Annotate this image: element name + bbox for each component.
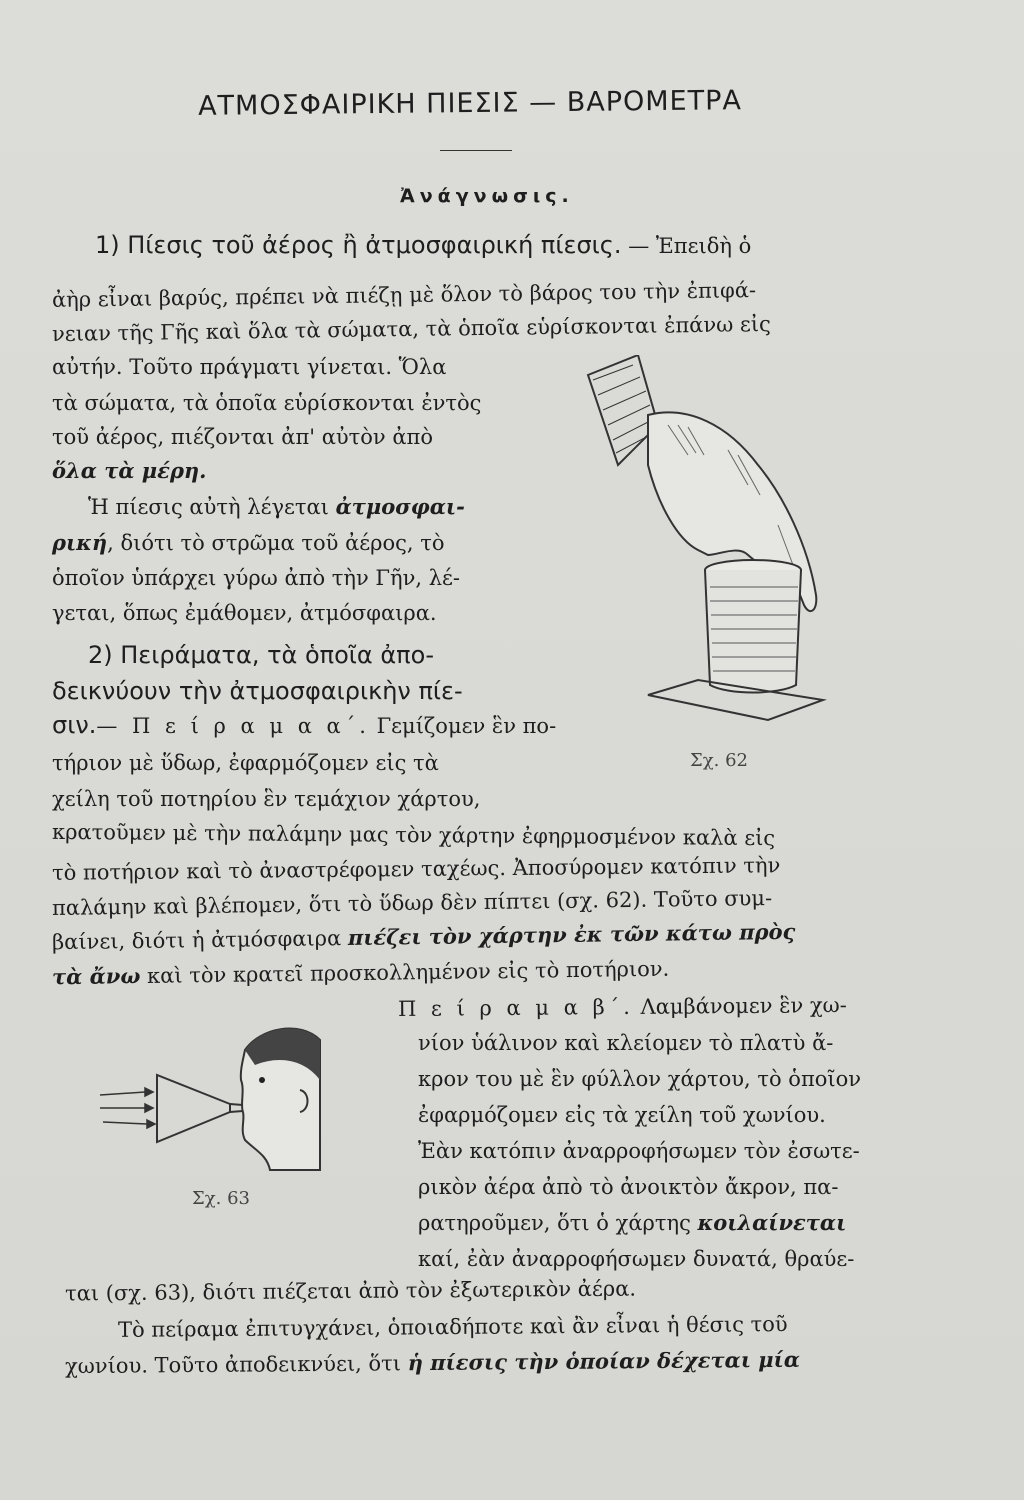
experiment2-line7-bold: κοιλαίνεται <box>697 1210 847 1235</box>
section2-line10-rest: καὶ τὸν κρατεῖ προσκολλημένον εἰς τὸ ποτήριον. <box>140 956 670 989</box>
section1-p2-line2 <box>52 526 445 560</box>
section1-line2: ἀὴρ εἶναι βαρύς, πρέπει νὰ πιέζῃ μὲ ὅλον τὸ βάρος του τὴν ἐπιφά- <box>51 278 757 312</box>
section2-line5: χείλη τοῦ ποτηρίου ἓν τεμάχιον χάρτου, <box>52 787 481 811</box>
section1-line1-rest: — Ἐπειδὴ ὁ <box>628 234 752 258</box>
experiment2-line6: ρικὸν ἀέρα ἀπὸ τὸ ἀνοικτὸν ἄκρον, πα- <box>418 1175 839 1199</box>
experiment2-line9: ται (σχ. 63), διότι πιέζεται ἀπὸ τὸν ἐξωτερικὸν ἀέρα. <box>64 1276 637 1306</box>
p2-line2-rest: , διότι τὸ στρῶμα τοῦ ἀέρος, τὸ <box>107 531 445 555</box>
experiment2-line2: νίον ὑάλινον καὶ κλείομεν τὸ πλατὺ ἄ- <box>418 1031 834 1055</box>
experiment2-line4: ἐφαρμόζομεν εἰς τὰ χείλη τοῦ χωνίου. <box>418 1103 826 1127</box>
experiment2-label: Π ε ί ρ α μ α β΄. <box>397 994 634 1021</box>
experiment2-line3: κρον του μὲ ἓν φύλλον χάρτου, τὸ ὁποῖον <box>418 1067 862 1091</box>
section2-line8: παλάμην καὶ βλέπομεν, ὅτι τὸ ὕδωρ δὲν πίπτει (σχ. 62). Τοῦτο συμ- <box>51 885 773 921</box>
section1-p2-line1 <box>88 490 465 524</box>
section2-heading-line2: δεικνύουν τὴν ἀτμοσφαιρικὴν πίε- <box>52 677 463 705</box>
experiment2-line11 <box>65 1343 800 1383</box>
figure-62-caption: Σχ. 62 <box>690 750 748 771</box>
experiment1-label: — Π ε ί ρ α μ α α΄. <box>96 714 370 738</box>
section2-line4: τήριον μὲ ὕδωρ, ἐφαρμόζομεν εἰς τὰ <box>52 751 439 775</box>
section1-line5: τὰ σώματα, τὰ ὁποῖα εὑρίσκονται ἐντὸς <box>52 391 482 415</box>
section1-line4: αὐτήν. Τοῦτο πράγματι γίνεται. Ὅλα <box>52 355 447 379</box>
head-with-funnel-illustration <box>95 1020 325 1180</box>
section2-heading-line3: σιν. <box>52 711 97 739</box>
experiment2-line5: Ἐὰν κατόπιν ἀναρροφήσωμεν τὸν ἐσωτε- <box>418 1139 860 1163</box>
section2-line3 <box>52 708 556 743</box>
section2-line7: τὸ ποτήριον καὶ τὸ ἀναστρέφομεν ταχέως. Ἀποσύρομεν κατόπιν τὴν <box>51 853 781 885</box>
section1-p2-line3: ὁποῖον ὑπάρχει γύρω ἀπὸ τὴν Γῆν, λέ- <box>52 566 460 590</box>
section1-heading: 1) Πίεσις τοῦ ἀέρος ἢ ἀτμοσφαιρική πίεσις. <box>95 231 622 259</box>
experiment2-line8: καί, ἐὰν ἀναρροφήσωμεν δυνατά, θραύε- <box>418 1247 855 1271</box>
section1-p2-line4: γεται, ὅπως ἐμάθομεν, ἀτμόσφαιρα. <box>52 601 437 625</box>
section2-line9-bold: πιέζει τὸν χάρτην ἐκ τῶν κάτω πρὸς <box>347 918 796 951</box>
section2-line3-rest: Γεμίζομεν ἓν πο- <box>369 714 557 738</box>
title-divider <box>440 150 512 151</box>
p2-line2-bold: ρική <box>52 530 108 555</box>
section1-line6: τοῦ ἀέρος, πιέζονται ἀπ' αὐτὸν ἀπὸ <box>52 425 433 449</box>
section1-line3: νειαν τῆς Γῆς καὶ ὅλα τὰ σώματα, τὰ ὁποῖα εὑρίσκονται ἐπάνω εἰς <box>51 311 771 347</box>
section2-heading-line1: 2) Πειράματα, τὰ ὁποῖα ἀπο- <box>88 641 434 669</box>
reading-label: Ἀνάγνωσις. <box>400 185 574 207</box>
section1-line7: ὅλα τὰ μέρη. <box>52 458 207 483</box>
experiment2-line1-rest: Λαμβάνομεν ἓν χω- <box>633 993 847 1019</box>
section2-line9-text: βαίνει, διότι ἡ ἀτμόσφαιρα <box>51 926 349 955</box>
experiment2-line10: Τὸ πείραμα ἐπιτυγχάνει, ὁποιαδήποτε καὶ ἂν εἶναι ἡ θέσις τοῦ <box>117 1312 788 1342</box>
p2-line1-bold: ἀτμοσφαι- <box>335 494 465 519</box>
section1-line1 <box>95 228 751 263</box>
section2-line10-bold: τὰ ἄνω <box>51 963 141 990</box>
experiment2-line11-bold: ἡ πίεσις τὴν ὁποίαν δέχεται μία <box>407 1346 801 1376</box>
experiment2-line7-text: ρατηροῦμεν, ὅτι ὁ χάρτης <box>418 1211 698 1235</box>
p2-line1-text: Ἡ πίεσις αὐτὴ λέγεται <box>88 495 336 519</box>
experiment2-line7 <box>418 1206 846 1240</box>
section2-line6: κρατοῦμεν μὲ τὴν παλάμην μας τὸν χάρτην ἐφηρμοσμένον καλὰ εἰς <box>51 819 776 851</box>
figure-63-caption: Σχ. 63 <box>192 1188 250 1209</box>
experiment2-line11-text: χωνίου. Τοῦτο ἀποδεικνύει, ὅτι <box>64 1351 408 1379</box>
page-title: ΑΤΜΟΣΦΑΙΡΙΚΗ ΠΙΕΣΙΣ — ΒΑΡΟΜΕΤΡΑ <box>197 85 743 122</box>
experiment2-line1 <box>398 988 847 1026</box>
hand-on-glass-illustration <box>578 355 838 725</box>
section2-line10 <box>52 952 670 995</box>
